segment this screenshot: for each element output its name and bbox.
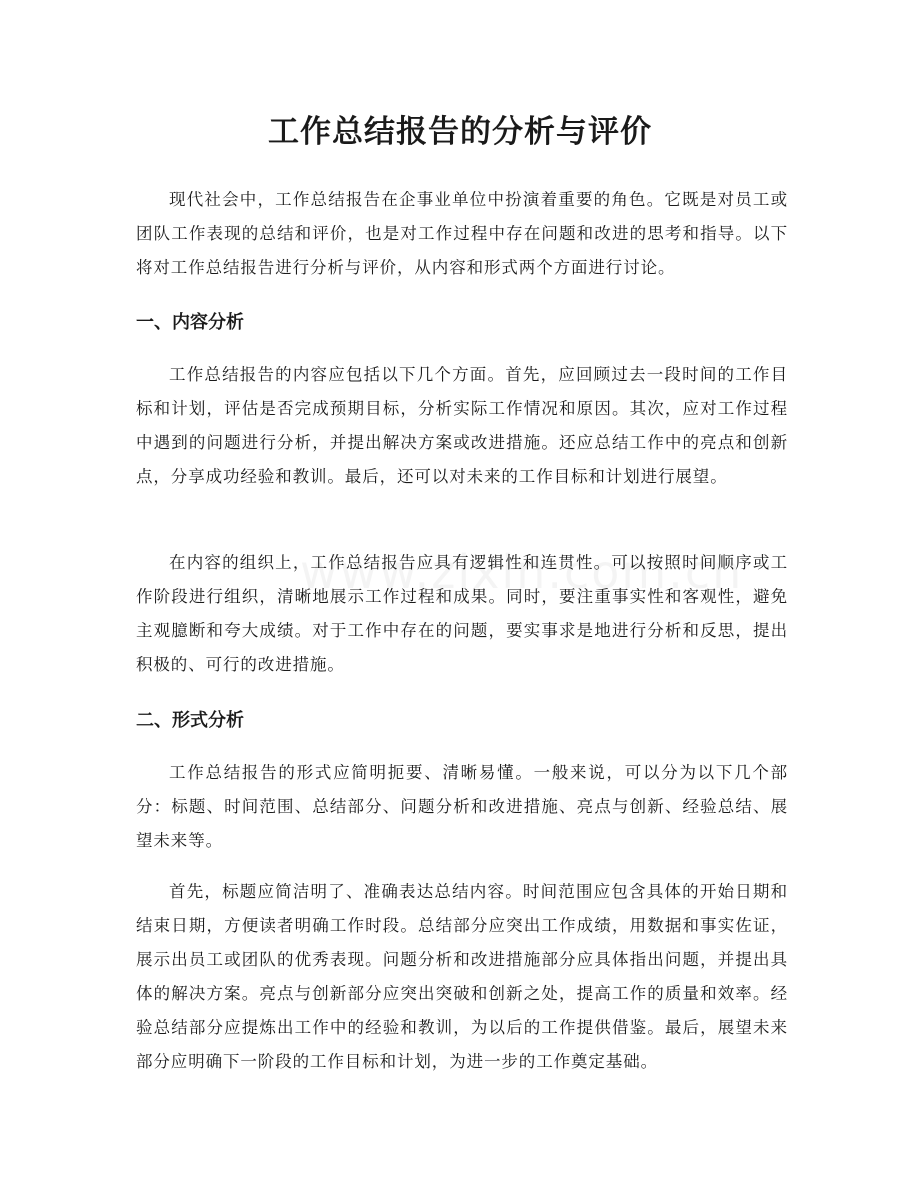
section-heading-form: 二、形式分析 [136, 710, 244, 731]
form-paragraph-2: 首先，标题应简洁明了、准确表达总结内容。时间范围应包含具体的开始日期和结束日期，方便读者明确工作时段。总结部分应突出工作成绩，用数据和事实佐证，展示出员工或团队的优秀表现。问题分析和改进措施部分应具体指出问题，并提出具体的解决方案。亮点与创新部分应突出突破和创新之处，提高工作的质量和效率。经验总结部分应提炼出工作中的经验和教训，为以后的工作提供借鉴。最后，展望未来部分应明确下一阶段的工作目标和计划，为进一步的工作奠定基础。 [136, 882, 788, 1071]
intro-paragraph: 现代社会中，工作总结报告在企事业单位中扮演着重要的角色。它既是对员工或团队工作表现的总结和评价，也是对工作过程中存在问题和改进的思考和指导。以下将对工作总结报告进行分析与评价，从内容和形式两个方面进行讨论。 [136, 190, 788, 277]
watermark [300, 545, 743, 599]
document-title: 工作总结报告的分析与评价 [268, 114, 652, 150]
content-paragraph-2: 在内容的组织上，工作总结报告应具有逻辑性和连贯性。可以按照时间顺序或工作阶段进行组织，清晰地展示工作过程和成果。同时，要注重事实性和客观性，避免主观臆断和夸大成绩。对于工作中存在的问题，要实事求是地进行分析和反思，提出积极的、可行的改进措施。 [136, 553, 788, 674]
form-paragraph-1: 工作总结报告的形式应简明扼要、清晰易懂。一般来说，可以分为以下几个部分：标题、时间范围、总结部分、问题分析和改进措施、亮点与创新、经验总结、展望未来等。 [136, 763, 788, 850]
section-heading-content: 一、内容分析 [136, 312, 244, 333]
content-paragraph-1: 工作总结报告的内容应包括以下几个方面。首先，应回顾过去一段时间的工作目标和计划，评估是否完成预期目标，分析实际工作情况和原因。其次，应对工作过程中遇到的问题进行分析，并提出解决方案或改进措施。还应总结工作中的亮点和创新点，分享成功经验和教训。最后，还可以对未来的工作目标和计划进行展望。 [136, 365, 788, 486]
